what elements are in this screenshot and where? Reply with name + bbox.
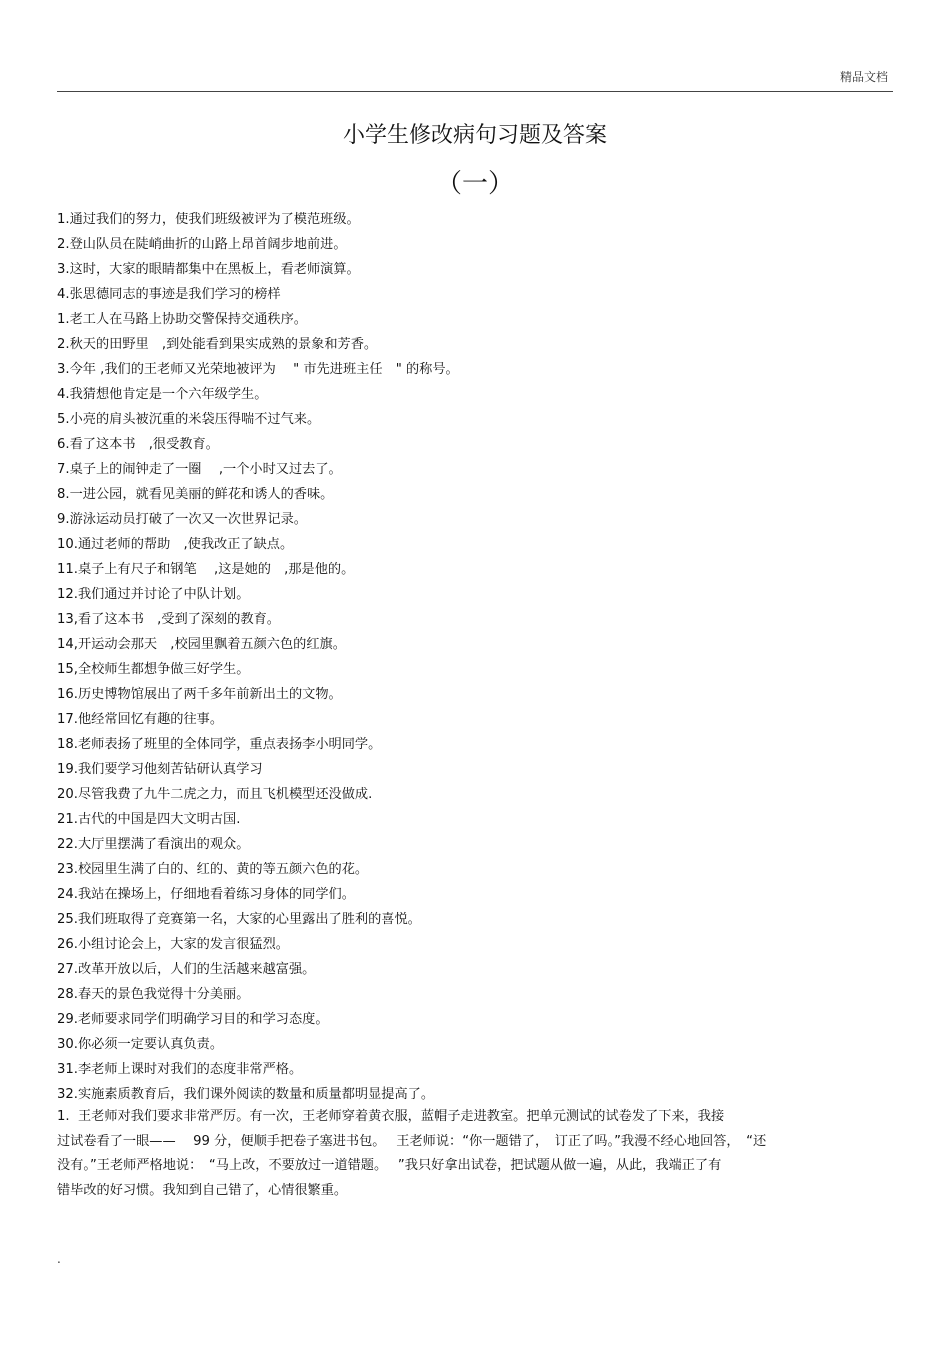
sentence-item: 18.老师表扬了班里的全体同学，重点表扬李小明同学。 bbox=[57, 737, 382, 752]
paragraph-line: 没有。”王老师严格地说： “马上改，不要放过一道错题。 ”我只好拿出试卷，把试题从做一遍，从此，我端正了有 bbox=[57, 1158, 722, 1173]
sentence-item: 25.我们班取得了竞赛第一名，大家的心里露出了胜利的喜悦。 bbox=[57, 912, 421, 927]
section-heading: （一） bbox=[435, 169, 514, 199]
page-title: 小学生修改病句习题及答案 bbox=[342, 123, 607, 148]
sentence-item: 10.通过老师的帮助 ,使我改正了缺点。 bbox=[57, 537, 294, 552]
sentence-item: 19.我们要学习他刻苦钻研认真学习 bbox=[57, 762, 263, 777]
sentence-item: 29.老师要求同学们明确学习目的和学习态度。 bbox=[57, 1012, 329, 1027]
sentence-list bbox=[57, 207, 897, 1107]
sentence-item: 2.登山队员在陡峭曲折的山路上昂首阔步地前进。 bbox=[57, 237, 347, 252]
sentence-item: 16.历史博物馆展出了两千多年前新出土的文物。 bbox=[57, 687, 342, 702]
sentence-item: 4.张思德同志的事迹是我们学习的榜样 bbox=[57, 287, 281, 302]
sentence-item: 26.小组讨论会上，大家的发言很猛烈。 bbox=[57, 937, 289, 952]
sentence-item: 8.一进公园，就看见美丽的鲜花和诱人的香味。 bbox=[57, 487, 334, 502]
sentence-item: 14,开运动会那天 ,校园里飘着五颜六色的红旗。 bbox=[57, 637, 346, 652]
paragraph-line: 1. 王老师对我们要求非常严厉。有一次，王老师穿着黄衣服，蓝帽子走进教室。把单元测试的试卷发了下来，我接 bbox=[57, 1109, 725, 1124]
sentence-item: 28.春天的景色我觉得十分美丽。 bbox=[57, 987, 250, 1002]
sentence-item: 9.游泳运动员打破了一次又一次世界记录。 bbox=[57, 512, 307, 527]
sentence-item: 3.这时，大家的眼睛都集中在黑板上，看老师演算。 bbox=[57, 262, 360, 277]
sentence-item: 21.古代的中国是四大文明古国. bbox=[57, 812, 241, 827]
sentence-item: 20.尽管我费了九牛二虎之力，而且飞机模型还没做成. bbox=[57, 787, 373, 802]
sentence-item: 31.李老师上课时对我们的态度非常严格。 bbox=[57, 1062, 303, 1077]
sentence-item: 6.看了这本书 ,很受教育。 bbox=[57, 437, 219, 452]
sentence-item: 23.校园里生满了白的、红的、黄的等五颜六色的花。 bbox=[57, 862, 369, 877]
sentence-item: 5.小亮的肩头被沉重的米袋压得喘不过气来。 bbox=[57, 412, 321, 427]
paragraph-line: 过试卷看了一眼—— 99 分，便顺手把卷子塞进书包。 王老师说：“你一题错了， 订正了吗。”我漫不经心地回答， “还 bbox=[57, 1133, 767, 1149]
sentence-item: 2.秋天的田野里 ,到处能看到果实成熟的景象和芳香。 bbox=[57, 337, 378, 352]
sentence-item: 11.桌子上有尺子和钢笔 ,这是她的 ,那是他的。 bbox=[57, 562, 355, 577]
sentence-item: 3.今年 ,我们的王老师又光荣地被评为 " 市先进班主任 " 的称号。 bbox=[57, 362, 459, 377]
sentence-item: 15,全校师生都想争做三好学生。 bbox=[57, 662, 250, 677]
header-rule bbox=[57, 91, 893, 92]
sentence-item: 1.老工人在马路上协助交警保持交通秩序。 bbox=[57, 312, 307, 327]
sentence-item: 32.实施素质教育后，我们课外阅读的数量和质量都明显提高了。 bbox=[57, 1087, 435, 1102]
paragraph-line: 错毕改的好习惯。我知到自己错了，心情很繁重。 bbox=[57, 1182, 348, 1198]
sentence-item: 7.桌子上的闹钟走了一圈 ,一个小时又过去了。 bbox=[57, 462, 342, 477]
sentence-item: 22.大厅里摆满了看演出的观众。 bbox=[57, 837, 250, 852]
sentence-item: 17.他经常回忆有趣的往事。 bbox=[57, 712, 224, 727]
header-label: 精品文档 bbox=[839, 70, 888, 84]
exercise-paragraph bbox=[57, 1105, 895, 1203]
sentence-item: 4.我猜想他肯定是一个六年级学生。 bbox=[57, 387, 268, 402]
footer-mark: . bbox=[57, 1252, 61, 1266]
sentence-item: 27.改革开放以后，人们的生活越来越富强。 bbox=[57, 962, 316, 977]
sentence-item: 12.我们通过并讨论了中队计划。 bbox=[57, 587, 250, 602]
sentence-item: 30.你必须一定要认真负责。 bbox=[57, 1037, 224, 1052]
sentence-item: 24.我站在操场上，仔细地看着练习身体的同学们。 bbox=[57, 887, 355, 902]
sentence-item: 13,看了这本书 ,受到了深刻的教育。 bbox=[57, 612, 280, 627]
sentence-item: 1.通过我们的努力，使我们班级被评为了模范班级。 bbox=[57, 212, 360, 227]
